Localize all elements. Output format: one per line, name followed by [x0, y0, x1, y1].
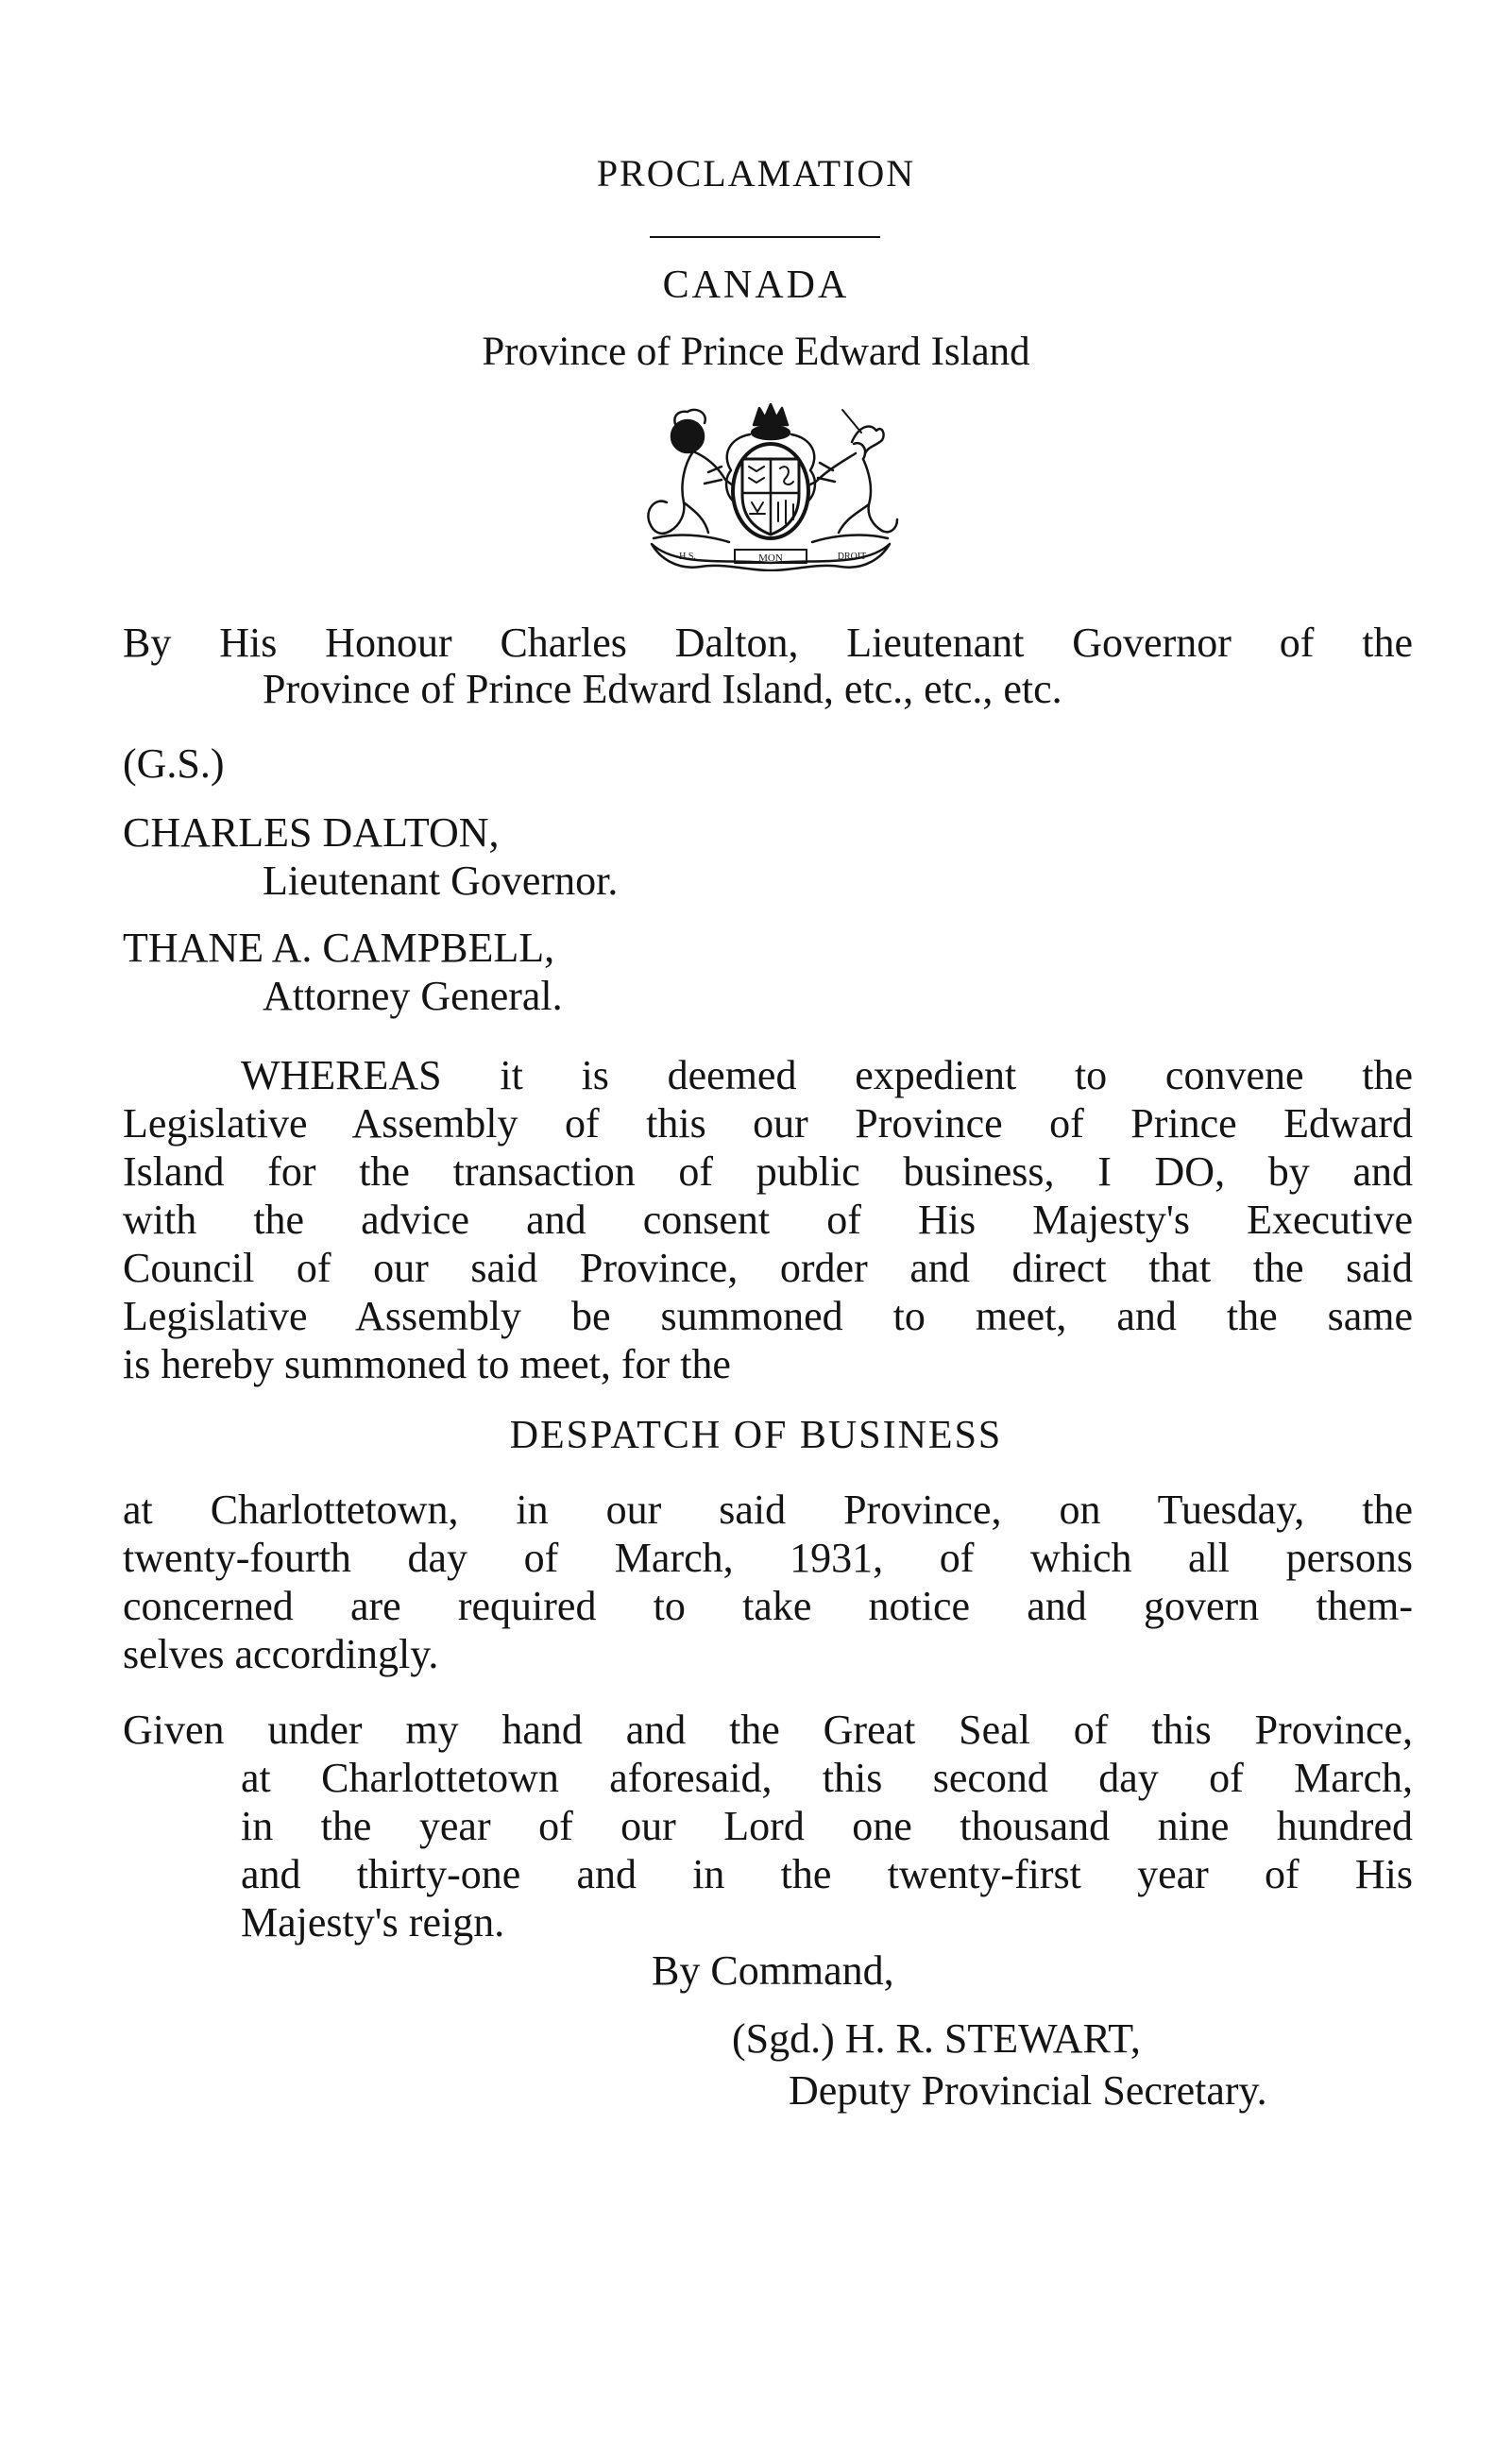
whereas-line: is hereby summoned to meet, for the — [123, 1341, 731, 1387]
given-line: Given under my hand and the Great Seal of this Province, — [123, 1707, 1413, 1753]
country-heading: CANADA — [662, 263, 850, 307]
motto-right-text: DROIT — [837, 552, 867, 562]
location-line: selves accordingly. — [123, 1631, 439, 1677]
signatory-name-attorney: THANE A. CAMPBELL, — [123, 925, 555, 971]
whereas-line: Council of our said Province, order and direct that the said — [123, 1245, 1413, 1291]
purpose-heading: DESPATCH OF BUSINESS — [509, 1414, 1003, 1457]
whereas-line: Island for the transaction of public business, I DO, by and — [123, 1148, 1413, 1195]
signatory-title-attorney: Attorney General. — [263, 973, 563, 1019]
signatory-title-governor: Lieutenant Governor. — [263, 858, 619, 904]
royal-coat-of-arms-icon — [638, 397, 903, 571]
signer-name: (Sgd.) H. R. STEWART, — [732, 2015, 1141, 2062]
given-line: in the year of our Lord one thousand nine hundred — [241, 1803, 1413, 1849]
motto-left-text: H.S. — [679, 552, 696, 562]
given-line: Majesty's reign. — [241, 1899, 505, 1946]
signatory-name-governor: CHARLES DALTON, — [123, 809, 500, 856]
great-seal-mark: (G.S.) — [123, 740, 225, 787]
title-divider — [650, 236, 880, 238]
given-line: at Charlottetown aforesaid, this second day of March, — [241, 1755, 1413, 1801]
location-line: concerned are required to take notice and govern them- — [123, 1583, 1413, 1629]
by-command: By Command, — [652, 1947, 894, 1994]
page-title: PROCLAMATION — [596, 152, 916, 195]
whereas-line: with the advice and consent of His Majesty's Executive — [123, 1197, 1413, 1243]
location-line: at Charlottetown, in our said Province, on Tuesday, the — [123, 1487, 1413, 1533]
whereas-line: WHEREAS it is deemed expedient to convene the — [241, 1052, 1413, 1098]
province-heading: Province of Prince Edward Island — [482, 330, 1030, 374]
location-line: twenty-fourth day of March, 1931, of which all persons — [123, 1535, 1413, 1581]
signer-title: Deputy Provincial Secretary. — [789, 2067, 1267, 2114]
whereas-line: Legislative Assembly be summoned to meet, and the same — [123, 1293, 1413, 1339]
preamble-line-2: Province of Prince Edward Island, etc., etc., etc. — [263, 666, 1062, 712]
preamble-line-1: By His Honour Charles Dalton, Lieutenant Governor of the — [123, 620, 1413, 666]
given-line: and thirty-one and in the twenty-first year of His — [241, 1851, 1413, 1897]
motto-text: MON — [758, 552, 783, 564]
whereas-line: Legislative Assembly of this our Province of Prince Edward — [123, 1100, 1413, 1147]
